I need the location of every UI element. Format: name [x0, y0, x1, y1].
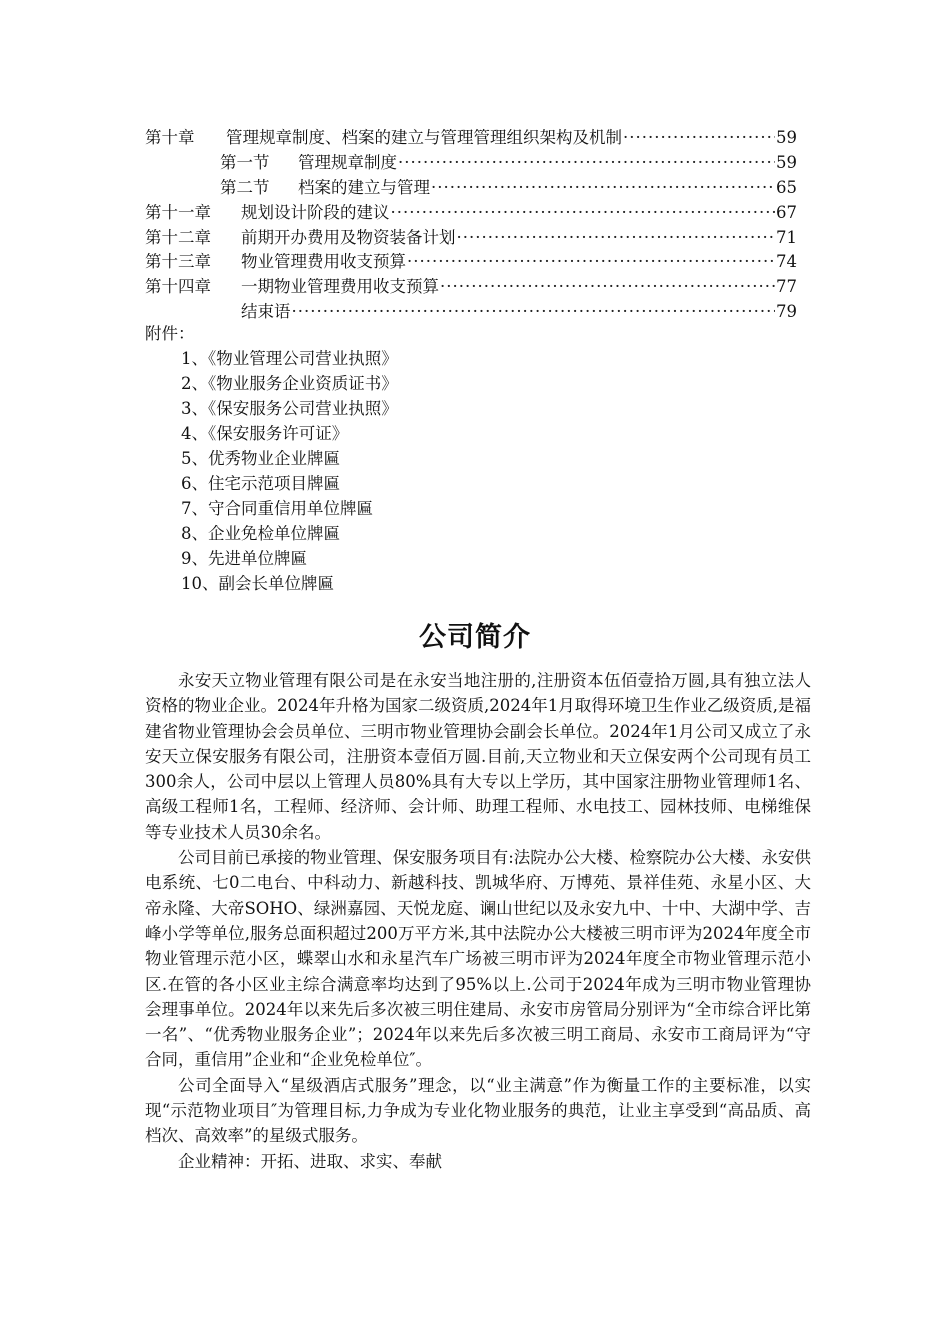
toc-dot-leader [431, 178, 775, 197]
toc-entry [145, 273, 797, 298]
section-title: 公司简介 [419, 622, 531, 653]
attachment-item: 10、副会长单位牌匾 [181, 574, 334, 593]
attachment-item: 2、《物业服务企业资质证书》 [181, 374, 398, 393]
toc-entry-title: 物业管理费用收支预算 [241, 252, 406, 272]
attachment-item: 8、企业免检单位牌匾 [181, 524, 340, 543]
attachments-list [181, 346, 398, 596]
toc-entry-title: 一期物业管理费用收支预算 [241, 277, 439, 297]
toc-chapter-number: 第十三章 [145, 252, 211, 272]
toc-entry [145, 174, 797, 199]
intro-paragraph: 公司全面导入“星级酒店式服务”理念，以“业主满意”作为衡量工作的主要标准，以实现“示范物业项目″为管理目标,力争成为专业化物业服务的典范，让业主享受到“高品质、高档次、高效率”的星级式服务。 [145, 1075, 811, 1146]
toc-dot-leader [440, 277, 775, 296]
toc-page-number: 59 [776, 152, 797, 172]
toc-dot-leader [623, 128, 775, 147]
toc-chapter-number: 第十四章 [145, 277, 211, 297]
intro-paragraph: 公司目前已承接的物业管理、保安服务项目有:法院办公大楼、检察院办公大楼、永安供电系统、七0二电台、中科动力、新越科技、凯城华府、万博苑、景祥佳苑、永星小区、大帝永隆、大帝SOHO、绿洲嘉园、天悦龙庭、谰山世纪以及永安九中、十中、大湖中学、吉峰小学等单位,服务总面积超过200万平方米,其中法院办公大楼被三明市评为2024年度全市物业管理示范小区，蝶翠山水和永星汽车广场被三明市评为2024年度全市物业管理示范小区.在管的各小区业主综合满意率均达到了95%以上.公司于2024年成为三明市物业管理协会理事单位。2024年以来先后多次被三明住建局、永安市房管局分别评为“全市综合评比第一名”、“优秀物业服务企业”；2024年以来先后多次被三明工商局、永安市工商局评为“守合同，重信用”企业和“企业免检单位″。 [145, 848, 811, 1070]
toc-page-number: 59 [776, 128, 797, 147]
attachment-item: 7、守合同重信用单位牌匾 [181, 499, 373, 518]
attachment-item: 3、《保安服务公司营业执照》 [181, 399, 398, 418]
toc-entry-title: 前期开办费用及物资装备计划 [241, 227, 456, 247]
toc-chapter-number: 第十章 [145, 128, 195, 147]
intro-paragraph: 企业精神：开拓、进取、求实、奉献 [178, 1151, 442, 1171]
toc-section-number: 第一节 [220, 152, 270, 172]
toc-page-number: 67 [776, 202, 797, 222]
toc-entry [145, 298, 797, 323]
toc-dot-leader [407, 252, 775, 271]
toc-entry [145, 124, 797, 149]
toc-dot-leader [398, 153, 775, 172]
toc-chapter-number: 第十二章 [145, 227, 211, 247]
attachment-item: 6、住宅示范项目牌匾 [181, 474, 340, 493]
toc-page-number: 79 [776, 302, 797, 322]
toc-chapter-number: 第十一章 [145, 202, 211, 222]
table-of-contents [145, 124, 797, 323]
attachments-heading: 附件： [145, 324, 195, 343]
toc-entry [145, 248, 797, 273]
toc-page-number: 74 [776, 252, 797, 272]
attachment-item: 4、《保安服务许可证》 [181, 424, 349, 443]
intro-paragraph: 永安天立物业管理有限公司是在永安当地注册的,注册资本伍佰壹拾万圆,具有独立法人资格的物业企业。2024年升格为国家二级资质,2024年1月取得环境卫生作业乙级资质,是福建省物业管理协会会员单位、三明市物业管理协会副会长单位。2024年1月公司又成立了永安天立保安服务有限公司，注册资本壹佰万圆.目前,天立物业和天立保安两个公司现有员工300余人，公司中层以上管理人员80%具有大专以上学历，其中国家注册物业管理师1名、高级工程师1名，工程师、经济师、会计师、助理工程师、水电技工、园林技师、电梯维保等专业技术人员30余名。 [145, 671, 811, 842]
toc-entry [145, 199, 797, 224]
toc-entry-title: 管理规章制度、档案的建立与管理管理组织架构及机制 [226, 128, 622, 147]
toc-entry-title: 结束语 [241, 302, 291, 322]
attachment-item: 5、优秀物业企业牌匾 [181, 449, 340, 468]
attachment-item: 9、先进单位牌匾 [181, 549, 307, 568]
toc-dot-leader [391, 203, 776, 222]
toc-page-number: 65 [776, 177, 797, 197]
company-intro-body [145, 668, 811, 1174]
toc-entry [145, 149, 797, 174]
toc-dot-leader [457, 228, 776, 247]
toc-section-number: 第二节 [220, 177, 270, 197]
toc-entry [145, 224, 797, 249]
toc-entry-title: 管理规章制度 [298, 152, 397, 172]
toc-page-number: 77 [776, 277, 797, 297]
toc-dot-leader [292, 302, 776, 321]
toc-page-number: 71 [776, 227, 797, 247]
toc-entry-title: 档案的建立与管理 [298, 177, 430, 197]
toc-entry-title: 规划设计阶段的建议 [241, 202, 390, 222]
attachment-item: 1、《物业管理公司营业执照》 [181, 349, 398, 368]
